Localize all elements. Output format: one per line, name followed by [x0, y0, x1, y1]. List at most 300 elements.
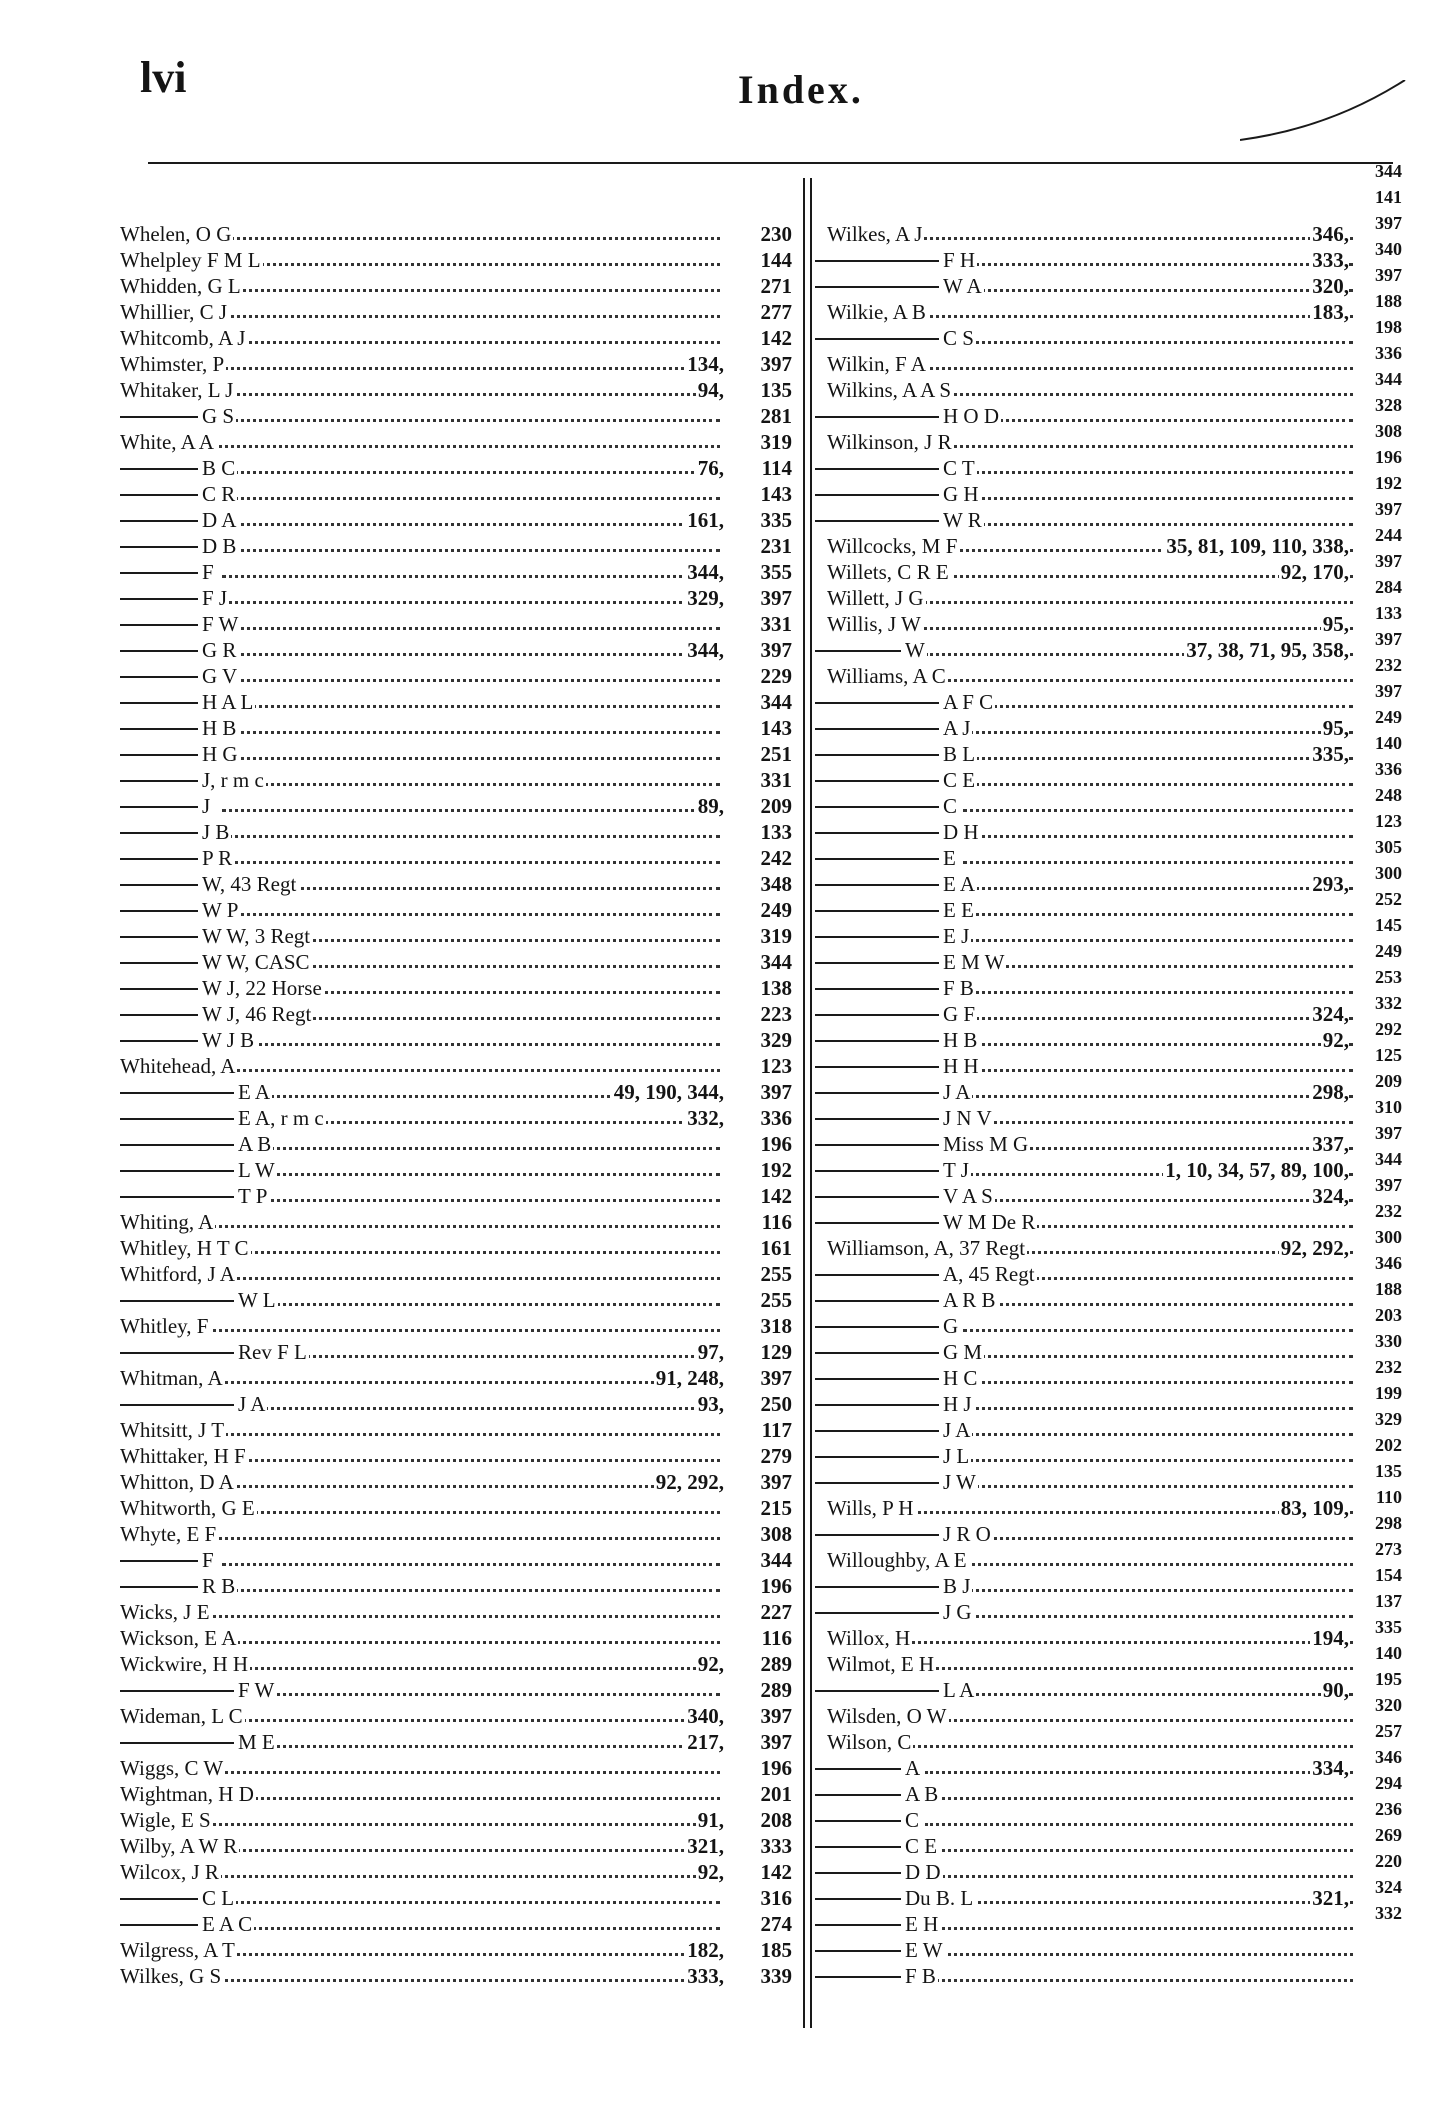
entry-name: Whitsitt, J T: [120, 1418, 225, 1442]
entry-references: 194,: [1312, 1626, 1349, 1650]
right-page-number: 324: [1375, 1877, 1402, 1897]
entry-page: 114: [761, 456, 792, 480]
entry-page: 336: [760, 1106, 792, 1130]
entry-references: 217,: [687, 1730, 724, 1754]
continuation-dash: [120, 1352, 234, 1354]
index-entry: [815, 1963, 1355, 1989]
dot-leader: [963, 1069, 1353, 1072]
right-page-number: 344: [1375, 161, 1402, 181]
continuation-dash: [815, 1040, 939, 1042]
entry-page: 196: [760, 1756, 792, 1780]
entry-name: H C: [943, 1366, 978, 1390]
continuation-dash: [120, 1404, 234, 1406]
index-entry: [120, 1209, 792, 1235]
right-page-number: 135: [1375, 1461, 1402, 1481]
right-page-number: 305: [1375, 837, 1402, 857]
entry-name: C S: [943, 326, 974, 350]
entry-references: 344,: [687, 638, 724, 662]
continuation-dash: [815, 1014, 939, 1016]
continuation-dash: [120, 1300, 234, 1302]
continuation-dash: [815, 1092, 939, 1094]
dot-leader: [140, 1823, 720, 1826]
dot-leader: [222, 783, 720, 786]
index-entry: [815, 741, 1355, 767]
index-entry: [815, 559, 1355, 585]
entry-page: 344: [760, 1548, 792, 1572]
entry-references: 333,: [1312, 248, 1349, 272]
page-curl-line: [1240, 80, 1410, 160]
index-entry: [120, 1105, 792, 1131]
header-rule: [148, 162, 1393, 164]
dot-leader: [963, 1693, 1353, 1696]
entry-name: Whiting, A: [120, 1210, 214, 1234]
index-entry: [815, 1365, 1355, 1391]
index-entry: [815, 1105, 1355, 1131]
index-entry: [120, 1729, 792, 1755]
entry-name: Wilsden, O W: [827, 1704, 947, 1728]
index-entry: [815, 1547, 1355, 1573]
continuation-dash: [815, 988, 939, 990]
entry-name: A F C: [943, 690, 994, 714]
entry-page: 250: [760, 1392, 792, 1416]
entry-references: 92, 292,: [655, 1470, 724, 1494]
dot-leader: [258, 1173, 720, 1176]
entry-references: 329,: [687, 586, 724, 610]
entry-page: 397: [760, 638, 792, 662]
entry-name: Wilcox, J R: [120, 1860, 219, 1884]
entry-name: E J: [943, 924, 970, 948]
entry-references: 95,: [1322, 716, 1349, 740]
entry-page: 251: [760, 742, 792, 766]
index-entry: [815, 1001, 1355, 1027]
continuation-dash: [120, 1170, 234, 1172]
index-entry: [815, 611, 1355, 637]
dot-leader: [963, 1355, 1353, 1358]
index-entry: [815, 1911, 1355, 1937]
entry-page: 116: [761, 1626, 792, 1650]
entry-name: J N V: [943, 1106, 992, 1130]
entry-page: 274: [760, 1912, 792, 1936]
index-entry: [120, 819, 792, 845]
index-entry: [815, 221, 1355, 247]
index-entry: [120, 715, 792, 741]
entry-references: 346,: [1312, 222, 1349, 246]
entry-page: 397: [760, 1730, 792, 1754]
continuation-dash: [815, 1976, 901, 1978]
entry-page: 329: [760, 1028, 792, 1052]
continuation-dash: [815, 1846, 901, 1848]
entry-name: Wilkins, A A S: [827, 378, 952, 402]
dot-leader: [222, 627, 720, 630]
index-entry: [815, 1079, 1355, 1105]
entry-page: 397: [760, 1080, 792, 1104]
index-entry: [815, 1131, 1355, 1157]
dot-leader: [963, 939, 1353, 942]
right-page-number: 154: [1375, 1565, 1402, 1585]
right-page-number: 188: [1375, 291, 1402, 311]
right-page-number: 346: [1375, 1747, 1402, 1767]
dot-leader: [847, 627, 1353, 630]
right-page-number: 397: [1375, 1175, 1402, 1195]
entry-references: 92,: [697, 1652, 724, 1676]
dot-leader: [140, 445, 720, 448]
index-entry: [815, 377, 1355, 403]
index-entry: [815, 1677, 1355, 1703]
entry-name: W W, CASC: [202, 950, 310, 974]
index-entry: [815, 585, 1355, 611]
right-page-number: 220: [1375, 1851, 1402, 1871]
dot-leader: [140, 1979, 720, 1982]
entry-name: White, A A: [120, 430, 214, 454]
entry-references: 333,: [687, 1964, 724, 1988]
dot-leader: [140, 367, 720, 370]
entry-name: Miss M G: [943, 1132, 1029, 1156]
entry-references: 91,: [697, 1808, 724, 1832]
continuation-dash: [120, 1144, 234, 1146]
entry-references: 344,: [687, 560, 724, 584]
entry-page: 344: [760, 950, 792, 974]
index-entry: [815, 1495, 1355, 1521]
entry-page: 397: [760, 1366, 792, 1390]
entry-page: 281: [760, 404, 792, 428]
continuation-dash: [120, 1014, 198, 1016]
entry-page: 397: [760, 1704, 792, 1728]
index-entry: [120, 1391, 792, 1417]
continuation-dash: [815, 1352, 939, 1354]
index-entry: [120, 1053, 792, 1079]
entry-references: 49, 190, 344,: [613, 1080, 724, 1104]
entry-name: Wilson, C: [827, 1730, 912, 1754]
entry-page: 355: [760, 560, 792, 584]
entry-name: Wilmot, E H: [827, 1652, 935, 1676]
entry-page: 143: [760, 716, 792, 740]
entry-name: Willett, J G: [827, 586, 924, 610]
continuation-dash: [815, 1170, 939, 1172]
right-page-number: 110: [1375, 1487, 1402, 1507]
entry-name: D A: [202, 508, 237, 532]
entry-name: H A L: [202, 690, 254, 714]
entry-name: J A: [238, 1392, 266, 1416]
index-entry: [815, 1859, 1355, 1885]
index-entry: [120, 1001, 792, 1027]
entry-page: 255: [760, 1288, 792, 1312]
dot-leader: [140, 1771, 720, 1774]
entry-name: Wilkinson, J R: [827, 430, 952, 454]
entry-references: 35, 81, 109, 110, 338,: [1166, 534, 1349, 558]
entry-name: E A: [238, 1080, 271, 1104]
dot-leader: [222, 601, 720, 604]
index-entry: [815, 923, 1355, 949]
entry-name: E E: [943, 898, 974, 922]
dot-leader: [963, 1199, 1353, 1202]
index-entry: [120, 1755, 792, 1781]
index-entry: [120, 1885, 792, 1911]
right-page-number: 232: [1375, 1201, 1402, 1221]
page-number: lvi: [140, 53, 187, 102]
dot-leader: [925, 1953, 1353, 1956]
entry-name: E A C: [202, 1912, 253, 1936]
entry-page: 231: [760, 534, 792, 558]
index-entry: [120, 1443, 792, 1469]
index-entry: [815, 1235, 1355, 1261]
entry-name: J L: [943, 1444, 970, 1468]
entry-name: G M: [943, 1340, 983, 1364]
index-entry: [120, 403, 792, 429]
entry-name: H O D: [943, 404, 999, 428]
entry-name: F B: [943, 976, 974, 1000]
dot-leader: [222, 835, 720, 838]
continuation-dash: [120, 494, 198, 496]
continuation-dash: [815, 1872, 901, 1874]
right-page-number: 284: [1375, 577, 1402, 597]
entry-page: 215: [760, 1496, 792, 1520]
index-entry: [815, 325, 1355, 351]
continuation-dash: [120, 1196, 234, 1198]
index-entry: [120, 247, 792, 273]
continuation-dash: [815, 1066, 939, 1068]
dot-leader: [963, 731, 1353, 734]
entry-name: W J, 22 Horse: [202, 976, 322, 1000]
right-page-number: 397: [1375, 265, 1402, 285]
dot-leader: [963, 263, 1353, 266]
entry-page: 230: [760, 222, 792, 246]
continuation-dash: [120, 1092, 234, 1094]
index-entry: [815, 1157, 1355, 1183]
entry-page: 331: [760, 768, 792, 792]
entry-references: 92,: [1322, 1028, 1349, 1052]
entry-name: G: [943, 1314, 959, 1338]
index-entry: [815, 455, 1355, 481]
dot-leader: [258, 1745, 720, 1748]
right-page-number: 236: [1375, 1799, 1402, 1819]
index-entry: [815, 637, 1355, 663]
entry-page: 397: [760, 1470, 792, 1494]
dot-leader: [222, 419, 720, 422]
dot-leader: [847, 1745, 1353, 1748]
index-entry: [815, 1287, 1355, 1313]
right-page-number: 141: [1375, 187, 1402, 207]
dot-leader: [925, 1849, 1353, 1852]
entry-name: L A: [943, 1678, 975, 1702]
right-page-number: 137: [1375, 1591, 1402, 1611]
index-entry: [815, 1573, 1355, 1599]
entry-references: 92,: [697, 1860, 724, 1884]
entry-page: 133: [760, 820, 792, 844]
entry-name: C T: [943, 456, 975, 480]
right-page-number: 300: [1375, 1227, 1402, 1247]
index-entry: [120, 351, 792, 377]
entry-name: Whitford, J A: [120, 1262, 235, 1286]
entry-references: 90,: [1322, 1678, 1349, 1702]
index-entry: [815, 1703, 1355, 1729]
right-page-number: 397: [1375, 499, 1402, 519]
continuation-dash: [120, 676, 198, 678]
entry-page: 249: [760, 898, 792, 922]
continuation-dash: [815, 1794, 901, 1796]
entry-references: 332,: [687, 1106, 724, 1130]
dot-leader: [963, 1095, 1353, 1098]
continuation-dash: [815, 338, 939, 340]
entry-references: 293,: [1312, 872, 1349, 896]
dot-leader: [963, 809, 1353, 812]
left-index-column: [120, 221, 792, 1989]
dot-leader: [258, 1407, 720, 1410]
dot-leader: [140, 1537, 720, 1540]
continuation-dash: [120, 780, 198, 782]
entry-name: Whelpley F M L: [120, 248, 261, 272]
index-entry: [120, 1911, 792, 1937]
entry-name: W, 43 Regt: [202, 872, 297, 896]
right-page-number: 232: [1375, 655, 1402, 675]
continuation-dash: [815, 1950, 901, 1952]
dot-leader: [963, 1537, 1353, 1540]
index-entry: [120, 1599, 792, 1625]
continuation-dash: [815, 962, 939, 964]
dot-leader: [222, 523, 720, 526]
continuation-dash: [815, 910, 939, 912]
entry-name: E W: [905, 1938, 943, 1962]
index-entry: [815, 533, 1355, 559]
entry-references: 321,: [1312, 1886, 1349, 1910]
index-entry: [120, 325, 792, 351]
index-entry: [120, 949, 792, 975]
dot-leader: [925, 1901, 1353, 1904]
entry-name: Wicks, J E: [120, 1600, 210, 1624]
right-page-number: 140: [1375, 1643, 1402, 1663]
dot-leader: [222, 731, 720, 734]
entry-name: P R: [202, 846, 233, 870]
index-entry: [120, 1495, 792, 1521]
right-page-number: 397: [1375, 551, 1402, 571]
entry-name: C: [905, 1808, 920, 1832]
entry-references: 324,: [1312, 1002, 1349, 1026]
continuation-dash: [120, 1742, 234, 1744]
index-entry: [120, 1677, 792, 1703]
column-separator: [803, 178, 805, 2028]
index-entry: [120, 1963, 792, 1989]
dot-leader: [222, 471, 720, 474]
right-page-number: 330: [1375, 1331, 1402, 1351]
right-page-number: 300: [1375, 863, 1402, 883]
continuation-dash: [120, 1586, 198, 1588]
dot-leader: [925, 1875, 1353, 1878]
dot-leader: [963, 1017, 1353, 1020]
entry-name: Wilby, A W R: [120, 1834, 238, 1858]
continuation-dash: [120, 1690, 234, 1692]
entry-name: G H: [943, 482, 979, 506]
right-page-number: 192: [1375, 473, 1402, 493]
entry-name: Rev F L: [238, 1340, 307, 1364]
dot-leader: [963, 1407, 1353, 1410]
dot-leader: [963, 887, 1353, 890]
index-entry: [815, 793, 1355, 819]
entry-name: Whyte, E F: [120, 1522, 217, 1546]
entry-name: W R: [943, 508, 982, 532]
index-entry: [815, 1651, 1355, 1677]
entry-page: 208: [760, 1808, 792, 1832]
index-entry: [120, 1547, 792, 1573]
dot-leader: [963, 1329, 1353, 1332]
right-page-number: 332: [1375, 993, 1402, 1013]
index-entry: [815, 1391, 1355, 1417]
continuation-dash: [120, 572, 198, 574]
dot-leader: [222, 809, 720, 812]
index-entry: [815, 1625, 1355, 1651]
entry-name: W P: [202, 898, 239, 922]
index-entry: [815, 1937, 1355, 1963]
entry-page: 271: [760, 274, 792, 298]
index-entry: [815, 1183, 1355, 1209]
right-page-number: 294: [1375, 1773, 1402, 1793]
entry-name: V A S: [943, 1184, 993, 1208]
index-entry: [120, 1313, 792, 1339]
continuation-dash: [815, 650, 901, 652]
dot-leader: [963, 471, 1353, 474]
right-page-number: 125: [1375, 1045, 1402, 1065]
continuation-dash: [120, 832, 198, 834]
continuation-dash: [815, 1222, 939, 1224]
entry-name: D B: [202, 534, 237, 558]
entry-name: C E: [943, 768, 976, 792]
index-entry: [120, 1703, 792, 1729]
entry-name: Whitman, A: [120, 1366, 223, 1390]
entry-page: 397: [760, 352, 792, 376]
right-page-number: 273: [1375, 1539, 1402, 1559]
index-entry: [815, 715, 1355, 741]
dot-leader: [963, 523, 1353, 526]
index-entry: [815, 871, 1355, 897]
entry-name: H J: [943, 1392, 972, 1416]
index-entry: [120, 741, 792, 767]
entry-name: Wickson, E A: [120, 1626, 237, 1650]
entry-name: J G: [943, 1600, 972, 1624]
dot-leader: [963, 783, 1353, 786]
index-entry: [815, 897, 1355, 923]
dot-leader: [222, 757, 720, 760]
continuation-dash: [120, 806, 198, 808]
entry-page: 196: [760, 1574, 792, 1598]
dot-leader: [222, 1901, 720, 1904]
entry-name: B J: [943, 1574, 971, 1598]
continuation-dash: [120, 1560, 198, 1562]
dot-leader: [847, 1641, 1353, 1644]
dot-leader: [258, 1147, 720, 1150]
dot-leader: [963, 1303, 1353, 1306]
index-entry: [120, 1469, 792, 1495]
dot-leader: [963, 419, 1353, 422]
continuation-dash: [815, 1274, 939, 1276]
entry-name: G V: [202, 664, 238, 688]
entry-name: J: [202, 794, 211, 818]
index-entry: [120, 377, 792, 403]
entry-name: C: [943, 794, 958, 818]
dot-leader: [847, 1511, 1353, 1514]
entry-name: E A: [943, 872, 976, 896]
continuation-dash: [815, 754, 939, 756]
dot-leader: [222, 1563, 720, 1566]
index-entry: [120, 1261, 792, 1287]
right-page-number: 198: [1375, 317, 1402, 337]
entry-name: Whittaker, H F: [120, 1444, 246, 1468]
continuation-dash: [815, 858, 939, 860]
entry-name: A R B: [943, 1288, 996, 1312]
entry-page: 192: [760, 1158, 792, 1182]
dot-leader: [925, 1797, 1353, 1800]
continuation-dash: [120, 468, 198, 470]
entry-references: 95,: [1322, 612, 1349, 636]
index-entry: [120, 1625, 792, 1651]
continuation-dash: [120, 650, 198, 652]
